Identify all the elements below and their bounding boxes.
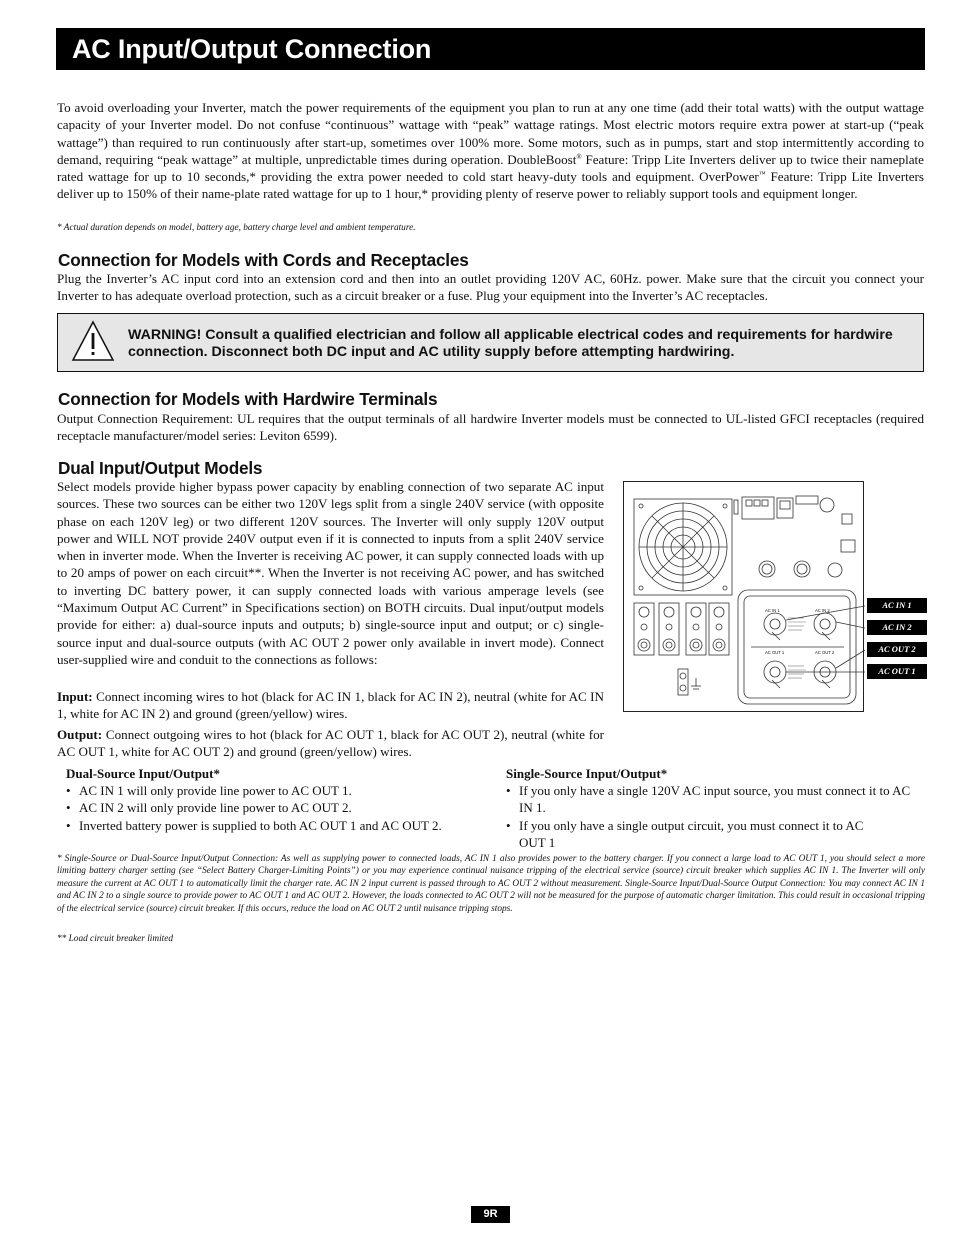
inverter-panel-diagram (623, 481, 864, 712)
warning-box (57, 313, 924, 372)
list-item: • Inverted battery power is supplied to both AC OUT 1 and AC OUT 2. (66, 817, 486, 834)
warning-text: WARNING! Consult a qualified electrician and follow all applicable electrical codes and requirements for hardwire connection. Disconnect both DC input and AC utility supply before attempting hardwiring. (128, 327, 893, 360)
callout-ac-in-2: AC IN 2 (867, 620, 927, 635)
single-source-title: Single-Source Input/Output* (506, 766, 668, 781)
page-title: AC Input/Output Connection (56, 28, 925, 70)
single-source-list (506, 782, 926, 851)
output-instructions: Output: Connect outgoing wires to hot (black for AC OUT 1, black for AC OUT 2), neutral (white for AC OUT 1, white for AC OUT 2) and ground (green/yellow) wires. (57, 727, 604, 760)
trademark-mark: ™ (758, 170, 766, 179)
inverter-panel-drawing (624, 482, 865, 713)
intro-paragraph: To avoid overloading your Inverter, match the power requirements of the equipment you plan to run at any one time (add their total watts) with the output wattage capacity of your Inverter model. Do not confuse “continuous” wattage with “peak” wattage ratings. Most electric motors require extra power at start-up (“peak wattage”) than required to run continuously after start-up, sometimes over 100% more. Some motors, such as in pumps, start and stop intermittently according to demand, requiring “peak wattage” at multiple, unpredictable times during operation. DoubleBoost® Feature: Tripp Lite Inverters deliver up to twice their nameplate rated wattage for up to 10 seconds,* providing the extra power needed to cold start heavy-duty tools and equipment. OverPower™ Feature: Tripp Lite Inverters deliver up to 150% of their name-plate rated wattage for up to 1 hour,* providing plenty of reserve power to reliably support tools and equipment longer. (57, 100, 924, 202)
list-item: • AC IN 2 will only provide line power to AC OUT 2. (66, 799, 486, 816)
intro-footnote: * Actual duration depends on model, battery age, battery charge level and ambient temperature. (57, 223, 416, 233)
list-item: • If you only have a single output circuit, you must connect it to AC OUT 1 (506, 817, 888, 852)
dual-section-heading: Dual Input/Output Models (58, 458, 263, 478)
callout-ac-out-2: AC OUT 2 (867, 642, 927, 657)
registered-mark: ® (576, 152, 582, 161)
list-item: • AC IN 1 will only provide line power to AC OUT 1. (66, 782, 486, 799)
panel-label-ac-in-1: AC IN 1 (765, 608, 780, 613)
warning-triangle-icon (71, 320, 115, 362)
input-instructions: Input: Connect incoming wires to hot (black for AC IN 1, black for AC IN 2), neutral (white for AC IN 1, white for AC IN 2) and ground (green/yellow) wires. (57, 689, 604, 722)
page-number: 9R (471, 1206, 510, 1223)
source-connection-footnote: * Single-Source or Dual-Source Input/Output Connection: As well as supplying power to connected loads, AC IN 1 also provides power to the battery charger. If you connect a large load to AC OUT 1, you should select a more limiting battery charger setting (see “Select Battery Charger-Limiting Points”) or you may experience continual nuisance tripping of the electrical service (source) circuit breaker which supplies AC IN 1. The Inverter will only measure the current at AC OUT 1 to automatically limit the charger rate. AC IN 2 input current is passed through to AC OUT 2 without measurement. Single-Source Input/Dual-Source Output Connection: You may connect AC IN 1 and AC IN 2 to a single source to provide power to AC OUT 1 and AC OUT 2. However, the loads connected to AC OUT 2 will not be measured for the purpose of automatic charger limitation. This could result in occasional tripping of the electrical service (source) circuit breaker. If this occurs, reduce the load on AC OUT 2 until nuisance tripping stops. (57, 854, 925, 914)
cords-section-text: Plug the Inverter’s AC input cord into an extension cord and then into an outlet providing 120V AC, 60Hz. power. Make sure that the circuit you connect your Inverter to has adequate overload protection, such as a circuit breaker or a fuse. Plug your equipment into the Inverter’s AC receptacles. (57, 271, 924, 304)
callout-ac-in-1: AC IN 1 (867, 598, 927, 613)
callout-ac-out-1: AC OUT 1 (867, 664, 927, 679)
dual-source-list (66, 782, 486, 834)
hardwire-section-text: Output Connection Requirement: UL requires that the output terminals of all hardwire Inverter models must be connected to UL-listed GFCI receptacles (required receptacle manufacturer/model series: Leviton 6599). (57, 411, 924, 444)
breaker-footnote: ** Load circuit breaker limited (57, 934, 174, 944)
dual-source-title: Dual-Source Input/Output* (66, 766, 220, 781)
panel-label-ac-in-2: AC IN 2 (815, 608, 830, 613)
cords-section-heading: Connection for Models with Cords and Receptacles (58, 250, 469, 270)
panel-label-ac-out-1: AC OUT 1 (765, 650, 785, 655)
hardwire-section-heading: Connection for Models with Hardwire Terminals (58, 389, 438, 409)
panel-label-ac-out-2: AC OUT 2 (815, 650, 835, 655)
dual-section-text: Select models provide higher bypass power capacity by enabling connection of two separate AC input sources. These two sources can be either two 120V legs split from a single 240V service (with opposite phase on each 120V leg) or two different 120V sources. The Inverter will only supply 120V output power and WILL NOT provide 240V output even if it is connected to inputs from a split 240V service when in inverter mode. When the Inverter is receiving AC power, it can supply connected loads with up to 20 amps of power on each circuit**. When the Inverter is not receiving AC power, and has switched to inverting DC battery power, it can supply connected loads with various amperage levels (see “Maximum Output AC Current” in Specifications section) on BOTH circuits. Dual input/output models provide for either: a) dual-source inputs and outputs; b) single-source input and output; or c) single-source input and dual-source outputs (with AC OUT 2 power only available in invert mode). Connect user-supplied wire and conduit to the connections as follows: (57, 479, 604, 667)
list-item: • If you only have a single 120V AC input source, you must connect it to AC IN 1. (506, 782, 926, 817)
